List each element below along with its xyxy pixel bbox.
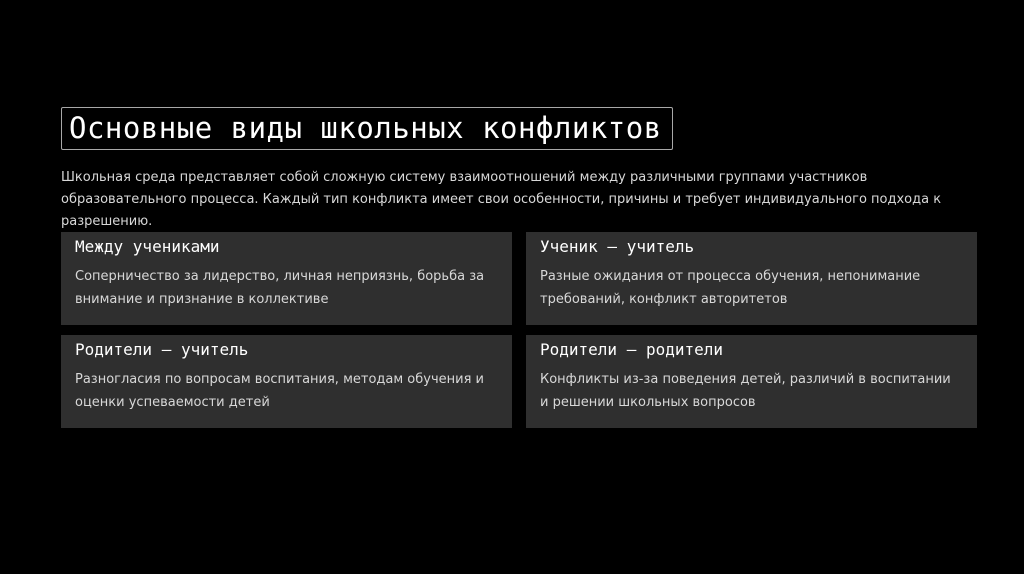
- card-description: Разногласия по вопросам воспитания, методам обучения и оценки успеваемости детей: [75, 372, 484, 410]
- card-title: Между учениками: [75, 237, 220, 256]
- conflict-card-parents-teacher: [61, 335, 512, 428]
- card-description: Разные ожидания от процесса обучения, непонимание требований, конфликт авторитетов: [540, 269, 921, 307]
- card-description: Соперничество за лидерство, личная неприязнь, борьба за внимание и признание в коллективе: [75, 269, 485, 307]
- conflict-card-student-teacher: [526, 232, 977, 325]
- conflict-card-students: [61, 232, 512, 325]
- page-title: Основные виды школьных конфликтов: [69, 111, 662, 145]
- card-description: Конфликты из-за поведения детей, различий в воспитании и решении школьных вопросов: [540, 372, 951, 410]
- title-frame: [61, 107, 673, 150]
- card-title: Родители — родители: [540, 340, 724, 359]
- card-title: Родители — учитель: [75, 340, 249, 359]
- conflict-card-parents-parents: [526, 335, 977, 428]
- card-title: Ученик — учитель: [540, 237, 695, 256]
- intro-text: Школьная среда представляет собой сложную систему взаимоотношений между различными группами участников образовательного процесса. Каждый тип конфликта имеет свои особенности, причины и требует индивидуального подхода к разрешению.: [61, 170, 942, 229]
